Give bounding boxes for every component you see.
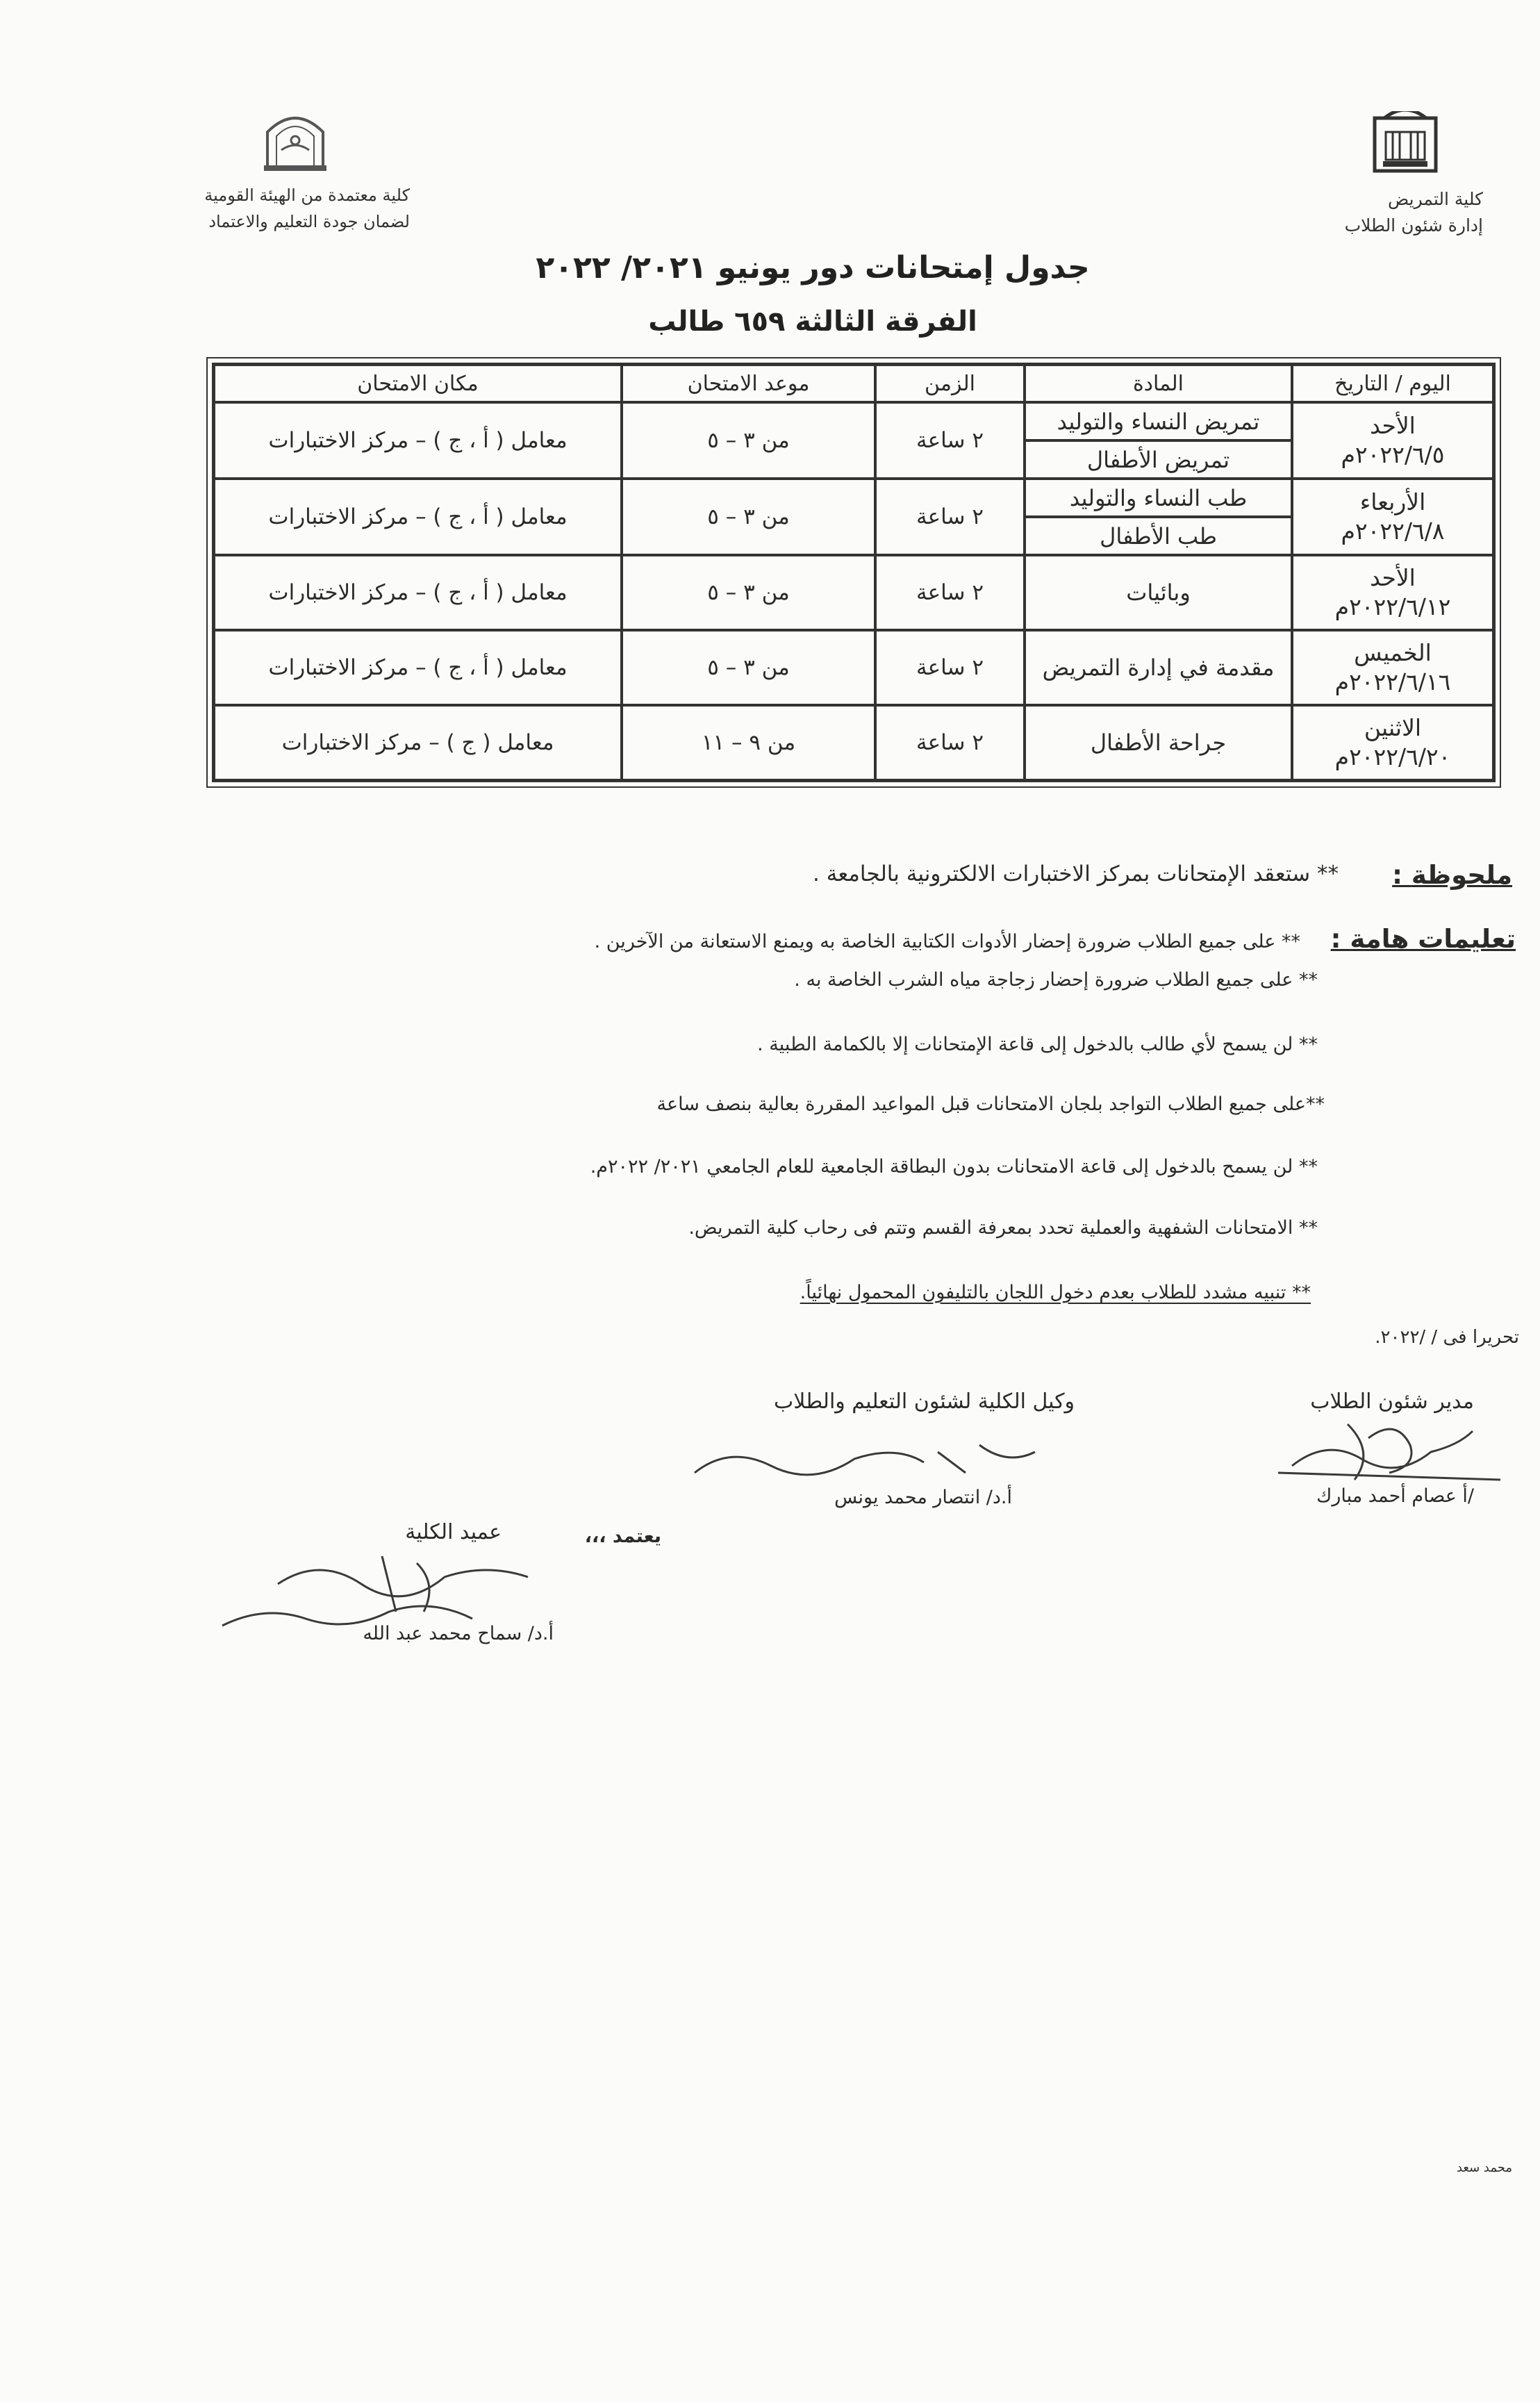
table-row: [214, 630, 1493, 705]
faculty-header: [1316, 111, 1483, 236]
time-cell: من ٣ – ٥: [622, 479, 875, 555]
table-row: [214, 479, 1493, 517]
day-cell: [1292, 705, 1493, 780]
place-cell: معامل ( أ ، ج ) – مركز الاختبارات: [214, 479, 622, 555]
note-text: ** ستعقد الإمتحانات بمركز الاختبارات الالكترونية بالجامعة .: [813, 861, 1339, 886]
subject-cell: مقدمة في إدارة التمريض: [1025, 630, 1292, 705]
time-cell: من ٣ – ٥: [622, 630, 875, 705]
header-place: مكان الامتحان: [214, 365, 622, 402]
day-name: الأحد: [1370, 564, 1416, 591]
header-duration: الزمن: [875, 365, 1025, 402]
exam-schedule-table: [212, 363, 1496, 782]
day-name: الخميس: [1354, 639, 1432, 666]
dean-name: أ.د/ سماح محمد عبد الله: [363, 1623, 554, 1644]
duration-cell: ٢ ساعة: [875, 630, 1025, 705]
header-day: اليوم / التاريخ: [1292, 365, 1493, 402]
day-date: ٢٠٢٢/٦/٢٠م: [1334, 743, 1451, 770]
place-cell: معامل ( أ ، ج ) – مركز الاختبارات: [214, 630, 622, 705]
instruction-item: **على جميع الطلاب التواجد بلجان الامتحانات قبل المواعيد المقررة بعالية بنصف ساعة: [656, 1093, 1325, 1115]
student-affairs-director-name: /أ عصام أحمد مبارك: [1316, 1485, 1474, 1507]
duration-cell: ٢ ساعة: [875, 479, 1025, 555]
subject-cell: طب الأطفال: [1025, 517, 1292, 555]
approval-text: يعتمد ،،،: [584, 1526, 661, 1547]
note-label-text: ملحوظة: [1411, 860, 1512, 890]
instruction-item: ** على جميع الطلاب ضرورة إحضار زجاجة مياه الشرب الخاصة به .: [794, 969, 1318, 991]
vice-dean-name: أ.د/ انتصار محمد يونس: [834, 1487, 1012, 1508]
header-time: موعد الامتحان: [622, 365, 875, 402]
accreditation-logo-icon: [257, 104, 333, 174]
table-header-row: [214, 365, 1493, 402]
accreditation-header: [188, 104, 424, 243]
instruction-item: ** لن يسمح بالدخول إلى قاعة الامتحانات بدون البطاقة الجامعية للعام الجامعي ٢٠٢١/ ٢٠٢٢م.: [590, 1156, 1318, 1178]
page-title: جدول إمتحانات دور يونيو ٢٠٢١/ ٢٠٢٢: [536, 250, 1090, 286]
typist-name: محمد سعد: [1456, 2161, 1512, 2175]
subject-cell: تمريض النساء والتوليد: [1025, 402, 1292, 440]
day-name: الاثنين: [1364, 714, 1422, 741]
signature-scribble-1: [1264, 1410, 1514, 1494]
place-cell: معامل ( أ ، ج ) – مركز الاختبارات: [214, 555, 622, 630]
time-cell: من ٣ – ٥: [622, 555, 875, 630]
instruction-item: ** على جميع الطلاب ضرورة إحضار الأدوات الكتابية الخاصة به ويمنع الاستعانة من الآخرين .: [594, 931, 1300, 952]
table-row: [214, 555, 1493, 630]
duration-cell: ٢ ساعة: [875, 555, 1025, 630]
student-affairs-director-title: مدير شئون الطلاب: [1310, 1389, 1474, 1414]
vice-dean-title: وكيل الكلية لشئون التعليم والطلاب: [774, 1389, 1075, 1414]
duration-cell: ٢ ساعة: [875, 402, 1025, 479]
instruction-item-warning: ** تنبيه مشدد للطلاب بعدم دخول اللجان بالتليفون المحمول نهائياً.: [800, 1282, 1311, 1303]
day-date: ٢٠٢٢/٦/٨م: [1341, 518, 1445, 545]
subject-cell: وبائيات: [1025, 555, 1292, 630]
accreditation-line1: كلية معتمدة من الهيئة القومية: [204, 185, 410, 205]
day-cell: [1292, 630, 1493, 705]
instructions-label-text: تعليمات هامة: [1350, 924, 1516, 954]
instructions-label: تعليمات هامة :: [1330, 924, 1516, 954]
accreditation-line2: لضمان جودة التعليم والاعتماد: [208, 212, 410, 231]
day-cell: [1292, 402, 1493, 479]
subject-cell: طب النساء والتوليد: [1025, 479, 1292, 517]
place-cell: معامل ( ج ) – مركز الاختبارات: [214, 705, 622, 780]
time-cell: من ٣ – ٥: [622, 402, 875, 479]
table-row: [214, 705, 1493, 780]
faculty-logo-icon: [1372, 111, 1439, 174]
header-subject: المادة: [1025, 365, 1292, 402]
subject-cell: جراحة الأطفال: [1025, 705, 1292, 780]
day-date: ٢٠٢٢/٦/١٢م: [1334, 593, 1451, 620]
day-cell: [1292, 555, 1493, 630]
table-row: [214, 402, 1493, 440]
faculty-name: كلية التمريض: [1387, 189, 1483, 209]
day-name: الأحد: [1370, 412, 1416, 439]
instruction-item: ** الامتحانات الشفهية والعملية تحدد بمعرفة القسم وتتم فى رحاب كلية التمريض.: [688, 1217, 1318, 1239]
day-cell: [1292, 479, 1493, 555]
day-date: ٢٠٢٢/٦/١٦م: [1334, 668, 1451, 695]
note-label: ملحوظة :: [1392, 860, 1512, 890]
department-name: إدارة شئون الطلاب: [1344, 215, 1483, 236]
duration-cell: ٢ ساعة: [875, 705, 1025, 780]
dean-title: عميد الكلية: [405, 1520, 502, 1544]
signature-scribble-2: [688, 1431, 1049, 1487]
place-cell: معامل ( أ ، ج ) – مركز الاختبارات: [214, 402, 622, 479]
day-date: ٢٠٢٢/٦/٥م: [1341, 441, 1445, 468]
day-name: الأربعاء: [1359, 488, 1426, 515]
time-cell: من ٩ – ١١: [622, 705, 875, 780]
date-line: تحريرا فى / /٢٠٢٢.: [1375, 1327, 1519, 1348]
subject-cell: تمريض الأطفال: [1025, 440, 1292, 479]
page-subtitle: الفرقة الثالثة ٦٥٩ طالب: [648, 306, 977, 338]
instruction-item: ** لن يسمح لأي طالب بالدخول إلى قاعة الإمتحانات إلا بالكمامة الطبية .: [757, 1034, 1318, 1055]
